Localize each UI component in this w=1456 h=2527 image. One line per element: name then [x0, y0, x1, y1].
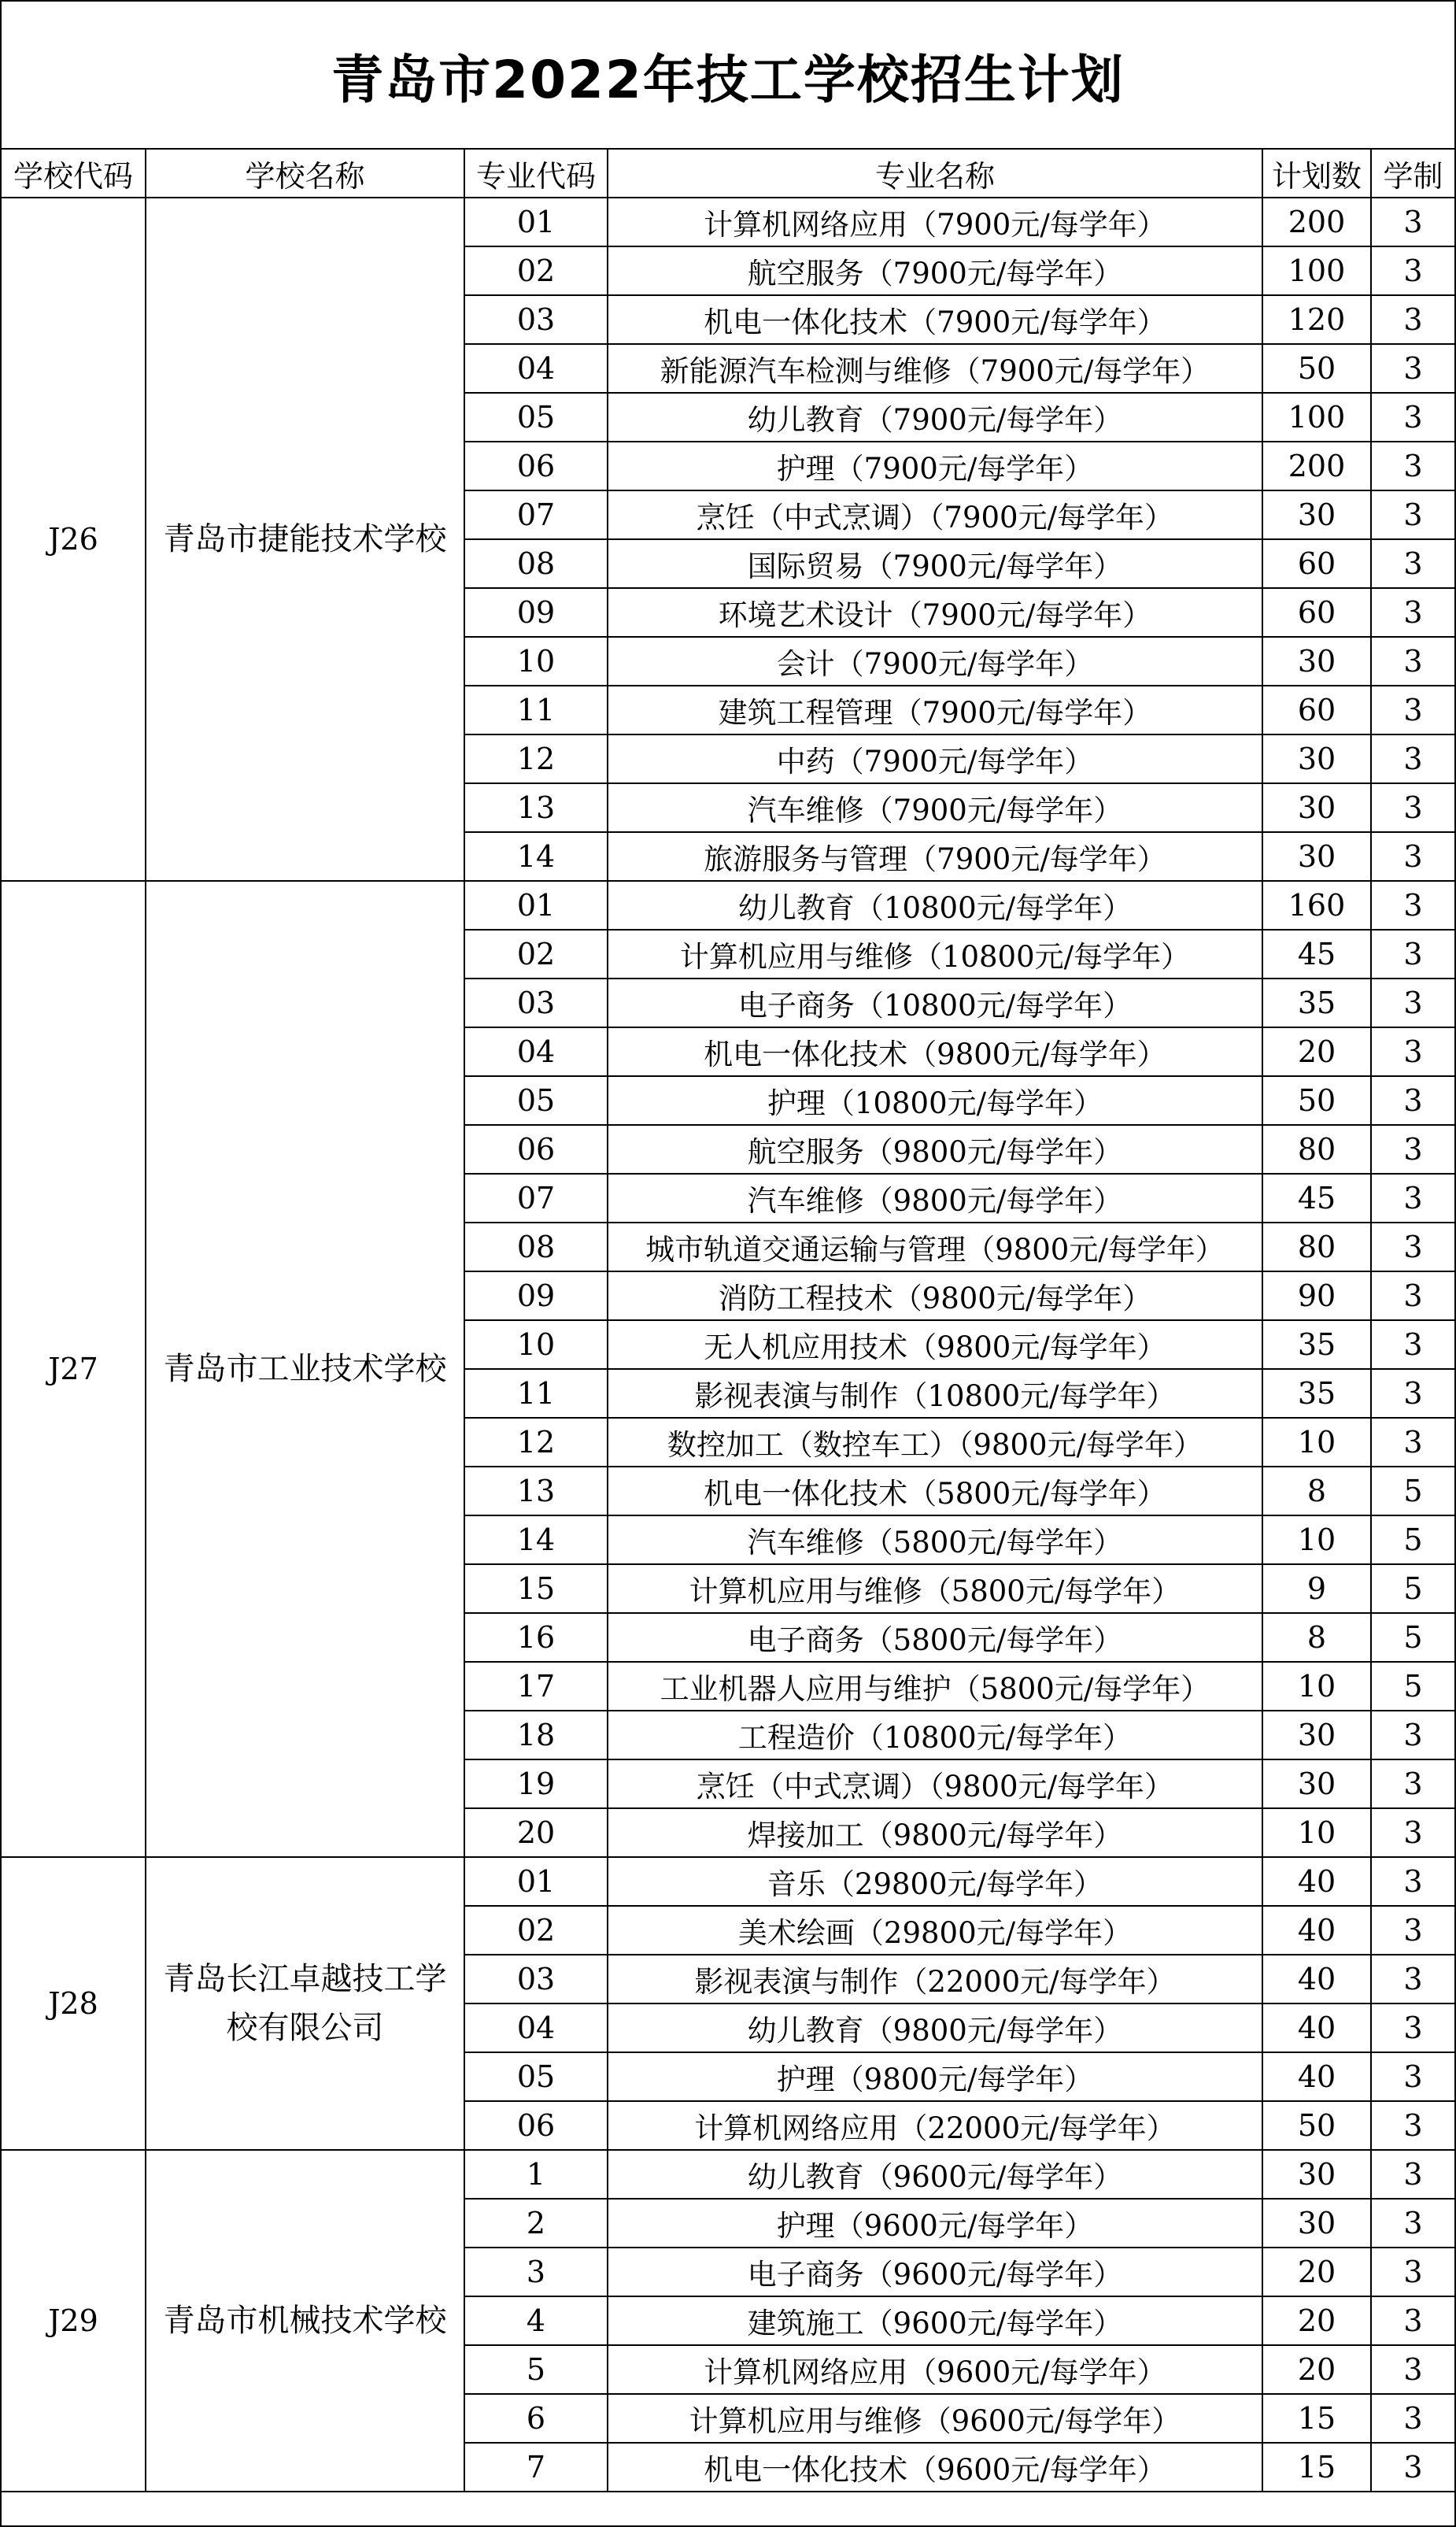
- major-name: 计算机网络应用（22000元/每学年）: [608, 2101, 1262, 2150]
- duration-years: 3: [1371, 2296, 1454, 2345]
- duration-years: 3: [1371, 1955, 1454, 2003]
- enrollment-table: [2, 150, 1454, 2492]
- school-code: J27: [2, 881, 146, 1857]
- duration-years: 3: [1371, 2443, 1454, 2492]
- major-code: 7: [464, 2443, 608, 2492]
- plan-count: 8: [1262, 1613, 1371, 1662]
- duration-years: 3: [1371, 1076, 1454, 1125]
- header-major-name: 专业名称: [608, 150, 1262, 198]
- major-name: 机电一体化技术（9800元/每学年）: [608, 1027, 1262, 1076]
- major-name: 电子商务（5800元/每学年）: [608, 1613, 1262, 1662]
- plan-count: 30: [1262, 490, 1371, 539]
- table-row: [2, 1857, 1454, 1906]
- major-code: 16: [464, 1613, 608, 1662]
- major-name: 影视表演与制作（10800元/每学年）: [608, 1369, 1262, 1418]
- major-code: 02: [464, 246, 608, 295]
- duration-years: 3: [1371, 686, 1454, 734]
- plan-count: 160: [1262, 881, 1371, 930]
- major-code: 5: [464, 2345, 608, 2394]
- plan-count: 40: [1262, 1906, 1371, 1955]
- duration-years: 3: [1371, 198, 1454, 246]
- major-code: 12: [464, 734, 608, 783]
- major-code: 13: [464, 783, 608, 832]
- major-code: 02: [464, 1906, 608, 1955]
- major-name: 新能源汽车检测与维修（7900元/每学年）: [608, 344, 1262, 393]
- duration-years: 3: [1371, 344, 1454, 393]
- plan-count: 50: [1262, 2101, 1371, 2150]
- major-name: 焊接加工（9800元/每学年）: [608, 1808, 1262, 1857]
- major-code: 05: [464, 393, 608, 442]
- plan-count: 30: [1262, 2150, 1371, 2199]
- duration-years: 3: [1371, 1320, 1454, 1369]
- plan-count: 30: [1262, 1711, 1371, 1759]
- duration-years: 3: [1371, 1759, 1454, 1808]
- header-duration: 学制: [1371, 150, 1454, 198]
- duration-years: 5: [1371, 1613, 1454, 1662]
- duration-years: 3: [1371, 1808, 1454, 1857]
- plan-count: 30: [1262, 783, 1371, 832]
- major-code: 09: [464, 588, 608, 637]
- major-name: 会计（7900元/每学年）: [608, 637, 1262, 686]
- major-name: 中药（7900元/每学年）: [608, 734, 1262, 783]
- major-name: 国际贸易（7900元/每学年）: [608, 539, 1262, 588]
- major-name: 计算机应用与维修（5800元/每学年）: [608, 1564, 1262, 1613]
- plan-count: 40: [1262, 1955, 1371, 2003]
- duration-years: 3: [1371, 1223, 1454, 1271]
- major-name: 美术绘画（29800元/每学年）: [608, 1906, 1262, 1955]
- major-name: 建筑施工（9600元/每学年）: [608, 2296, 1262, 2345]
- duration-years: 3: [1371, 979, 1454, 1027]
- major-code: 06: [464, 2101, 608, 2150]
- duration-years: 3: [1371, 2003, 1454, 2052]
- major-code: 10: [464, 1320, 608, 1369]
- plan-count: 30: [1262, 734, 1371, 783]
- plan-count: 35: [1262, 979, 1371, 1027]
- plan-count: 35: [1262, 1320, 1371, 1369]
- school-code: J26: [2, 198, 146, 881]
- major-code: 03: [464, 1955, 608, 2003]
- duration-years: 3: [1371, 246, 1454, 295]
- major-code: 05: [464, 1076, 608, 1125]
- major-code: 11: [464, 686, 608, 734]
- major-name: 计算机应用与维修（10800元/每学年）: [608, 930, 1262, 979]
- header-major-code: 专业代码: [464, 150, 608, 198]
- major-name: 消防工程技术（9800元/每学年）: [608, 1271, 1262, 1320]
- plan-count: 20: [1262, 1027, 1371, 1076]
- major-name: 影视表演与制作（22000元/每学年）: [608, 1955, 1262, 2003]
- major-code: 07: [464, 1174, 608, 1223]
- plan-count: 15: [1262, 2443, 1371, 2492]
- duration-years: 3: [1371, 1027, 1454, 1076]
- duration-years: 3: [1371, 2345, 1454, 2394]
- major-code: 1: [464, 2150, 608, 2199]
- duration-years: 3: [1371, 637, 1454, 686]
- plan-count: 15: [1262, 2394, 1371, 2443]
- duration-years: 3: [1371, 1906, 1454, 1955]
- major-code: 6: [464, 2394, 608, 2443]
- plan-count: 100: [1262, 393, 1371, 442]
- plan-count: 20: [1262, 2296, 1371, 2345]
- major-code: 01: [464, 881, 608, 930]
- major-name: 工程造价（10800元/每学年）: [608, 1711, 1262, 1759]
- table-body: [2, 198, 1454, 2492]
- major-name: 环境艺术设计（7900元/每学年）: [608, 588, 1262, 637]
- duration-years: 3: [1371, 2101, 1454, 2150]
- major-name: 护理（7900元/每学年）: [608, 442, 1262, 490]
- plan-count: 30: [1262, 637, 1371, 686]
- duration-years: 3: [1371, 490, 1454, 539]
- major-code: 06: [464, 442, 608, 490]
- major-name: 工业机器人应用与维护（5800元/每学年）: [608, 1662, 1262, 1711]
- duration-years: 3: [1371, 832, 1454, 881]
- major-name: 数控加工（数控车工）（9800元/每学年）: [608, 1418, 1262, 1467]
- duration-years: 3: [1371, 2394, 1454, 2443]
- major-code: 13: [464, 1467, 608, 1515]
- table-header: [2, 150, 1454, 198]
- major-code: 08: [464, 1223, 608, 1271]
- plan-count: 60: [1262, 539, 1371, 588]
- duration-years: 3: [1371, 2150, 1454, 2199]
- duration-years: 3: [1371, 1174, 1454, 1223]
- major-name: 幼儿教育（7900元/每学年）: [608, 393, 1262, 442]
- school-code: J29: [2, 2150, 146, 2492]
- major-code: 2: [464, 2199, 608, 2248]
- table-row: [2, 2150, 1454, 2199]
- major-code: 03: [464, 979, 608, 1027]
- major-name: 航空服务（9800元/每学年）: [608, 1125, 1262, 1174]
- major-name: 幼儿教育（9600元/每学年）: [608, 2150, 1262, 2199]
- duration-years: 3: [1371, 881, 1454, 930]
- plan-count: 30: [1262, 1759, 1371, 1808]
- duration-years: 3: [1371, 1418, 1454, 1467]
- major-code: 08: [464, 539, 608, 588]
- major-code: 02: [464, 930, 608, 979]
- major-name: 机电一体化技术（7900元/每学年）: [608, 295, 1262, 344]
- duration-years: 3: [1371, 734, 1454, 783]
- duration-years: 3: [1371, 2248, 1454, 2296]
- duration-years: 3: [1371, 1271, 1454, 1320]
- plan-count: 10: [1262, 1662, 1371, 1711]
- plan-count: 40: [1262, 2052, 1371, 2101]
- plan-count: 10: [1262, 1515, 1371, 1564]
- plan-count: 30: [1262, 2199, 1371, 2248]
- major-code: 17: [464, 1662, 608, 1711]
- table-row: [2, 881, 1454, 930]
- school-code: J28: [2, 1857, 146, 2150]
- plan-count: 100: [1262, 246, 1371, 295]
- plan-count: 8: [1262, 1467, 1371, 1515]
- major-code: 11: [464, 1369, 608, 1418]
- major-name: 计算机网络应用（9600元/每学年）: [608, 2345, 1262, 2394]
- major-name: 建筑工程管理（7900元/每学年）: [608, 686, 1262, 734]
- duration-years: 5: [1371, 1564, 1454, 1613]
- plan-count: 80: [1262, 1125, 1371, 1174]
- major-name: 烹饪（中式烹调）（9800元/每学年）: [608, 1759, 1262, 1808]
- duration-years: 3: [1371, 588, 1454, 637]
- major-name: 电子商务（10800元/每学年）: [608, 979, 1262, 1027]
- major-name: 计算机网络应用（7900元/每学年）: [608, 198, 1262, 246]
- duration-years: 3: [1371, 2052, 1454, 2101]
- duration-years: 3: [1371, 2199, 1454, 2248]
- page-title: 青岛市2022年技工学校招生计划: [2, 2, 1454, 150]
- major-name: 无人机应用技术（9800元/每学年）: [608, 1320, 1262, 1369]
- school-name: 青岛市捷能技术学校: [146, 198, 464, 881]
- plan-count: 200: [1262, 442, 1371, 490]
- major-code: 06: [464, 1125, 608, 1174]
- major-name: 旅游服务与管理（7900元/每学年）: [608, 832, 1262, 881]
- plan-count: 40: [1262, 1857, 1371, 1906]
- major-name: 汽车维修（7900元/每学年）: [608, 783, 1262, 832]
- plan-count: 200: [1262, 198, 1371, 246]
- plan-count: 45: [1262, 1174, 1371, 1223]
- major-code: 20: [464, 1808, 608, 1857]
- plan-count: 9: [1262, 1564, 1371, 1613]
- major-name: 机电一体化技术（5800元/每学年）: [608, 1467, 1262, 1515]
- plan-count: 50: [1262, 1076, 1371, 1125]
- major-code: 14: [464, 832, 608, 881]
- duration-years: 3: [1371, 1711, 1454, 1759]
- plan-count: 20: [1262, 2248, 1371, 2296]
- major-code: 01: [464, 1857, 608, 1906]
- major-code: 4: [464, 2296, 608, 2345]
- major-name: 护理（9600元/每学年）: [608, 2199, 1262, 2248]
- major-name: 电子商务（9600元/每学年）: [608, 2248, 1262, 2296]
- major-code: 18: [464, 1711, 608, 1759]
- header-school-name: 学校名称: [146, 150, 464, 198]
- plan-count: 120: [1262, 295, 1371, 344]
- major-name: 护理（9800元/每学年）: [608, 2052, 1262, 2101]
- major-name: 城市轨道交通运输与管理（9800元/每学年）: [608, 1223, 1262, 1271]
- major-code: 14: [464, 1515, 608, 1564]
- major-code: 15: [464, 1564, 608, 1613]
- plan-count: 90: [1262, 1271, 1371, 1320]
- plan-count: 60: [1262, 588, 1371, 637]
- duration-years: 3: [1371, 783, 1454, 832]
- plan-count: 35: [1262, 1369, 1371, 1418]
- major-code: 07: [464, 490, 608, 539]
- plan-count: 30: [1262, 832, 1371, 881]
- plan-count: 10: [1262, 1808, 1371, 1857]
- major-name: 幼儿教育（9800元/每学年）: [608, 2003, 1262, 2052]
- major-name: 航空服务（7900元/每学年）: [608, 246, 1262, 295]
- major-code: 10: [464, 637, 608, 686]
- duration-years: 5: [1371, 1662, 1454, 1711]
- duration-years: 3: [1371, 393, 1454, 442]
- major-name: 护理（10800元/每学年）: [608, 1076, 1262, 1125]
- header-school-code: 学校代码: [2, 150, 146, 198]
- plan-count: 60: [1262, 686, 1371, 734]
- plan-count: 20: [1262, 2345, 1371, 2394]
- plan-count: 45: [1262, 930, 1371, 979]
- major-name: 汽车维修（9800元/每学年）: [608, 1174, 1262, 1223]
- plan-count: 10: [1262, 1418, 1371, 1467]
- major-code: 05: [464, 2052, 608, 2101]
- school-name: 青岛市工业技术学校: [146, 881, 464, 1857]
- duration-years: 5: [1371, 1467, 1454, 1515]
- duration-years: 3: [1371, 1857, 1454, 1906]
- major-code: 01: [464, 198, 608, 246]
- major-code: 04: [464, 344, 608, 393]
- duration-years: 3: [1371, 295, 1454, 344]
- major-code: 04: [464, 2003, 608, 2052]
- major-name: 计算机应用与维修（9600元/每学年）: [608, 2394, 1262, 2443]
- major-code: 03: [464, 295, 608, 344]
- school-name: 青岛市机械技术学校: [146, 2150, 464, 2492]
- major-code: 19: [464, 1759, 608, 1808]
- major-code: 3: [464, 2248, 608, 2296]
- major-name: 音乐（29800元/每学年）: [608, 1857, 1262, 1906]
- plan-count: 80: [1262, 1223, 1371, 1271]
- plan-count: 40: [1262, 2003, 1371, 2052]
- duration-years: 3: [1371, 930, 1454, 979]
- header-plan-count: 计划数: [1262, 150, 1371, 198]
- major-code: 09: [464, 1271, 608, 1320]
- duration-years: 3: [1371, 1125, 1454, 1174]
- major-name: 烹饪（中式烹调）（7900元/每学年）: [608, 490, 1262, 539]
- duration-years: 3: [1371, 442, 1454, 490]
- major-name: 机电一体化技术（9600元/每学年）: [608, 2443, 1262, 2492]
- major-name: 幼儿教育（10800元/每学年）: [608, 881, 1262, 930]
- table-row: [2, 198, 1454, 246]
- major-code: 04: [464, 1027, 608, 1076]
- duration-years: 3: [1371, 1369, 1454, 1418]
- school-name: 青岛长江卓越技工学校有限公司: [146, 1857, 464, 2150]
- duration-years: 5: [1371, 1515, 1454, 1564]
- plan-count: 50: [1262, 344, 1371, 393]
- duration-years: 3: [1371, 539, 1454, 588]
- major-code: 12: [464, 1418, 608, 1467]
- major-name: 汽车维修（5800元/每学年）: [608, 1515, 1262, 1564]
